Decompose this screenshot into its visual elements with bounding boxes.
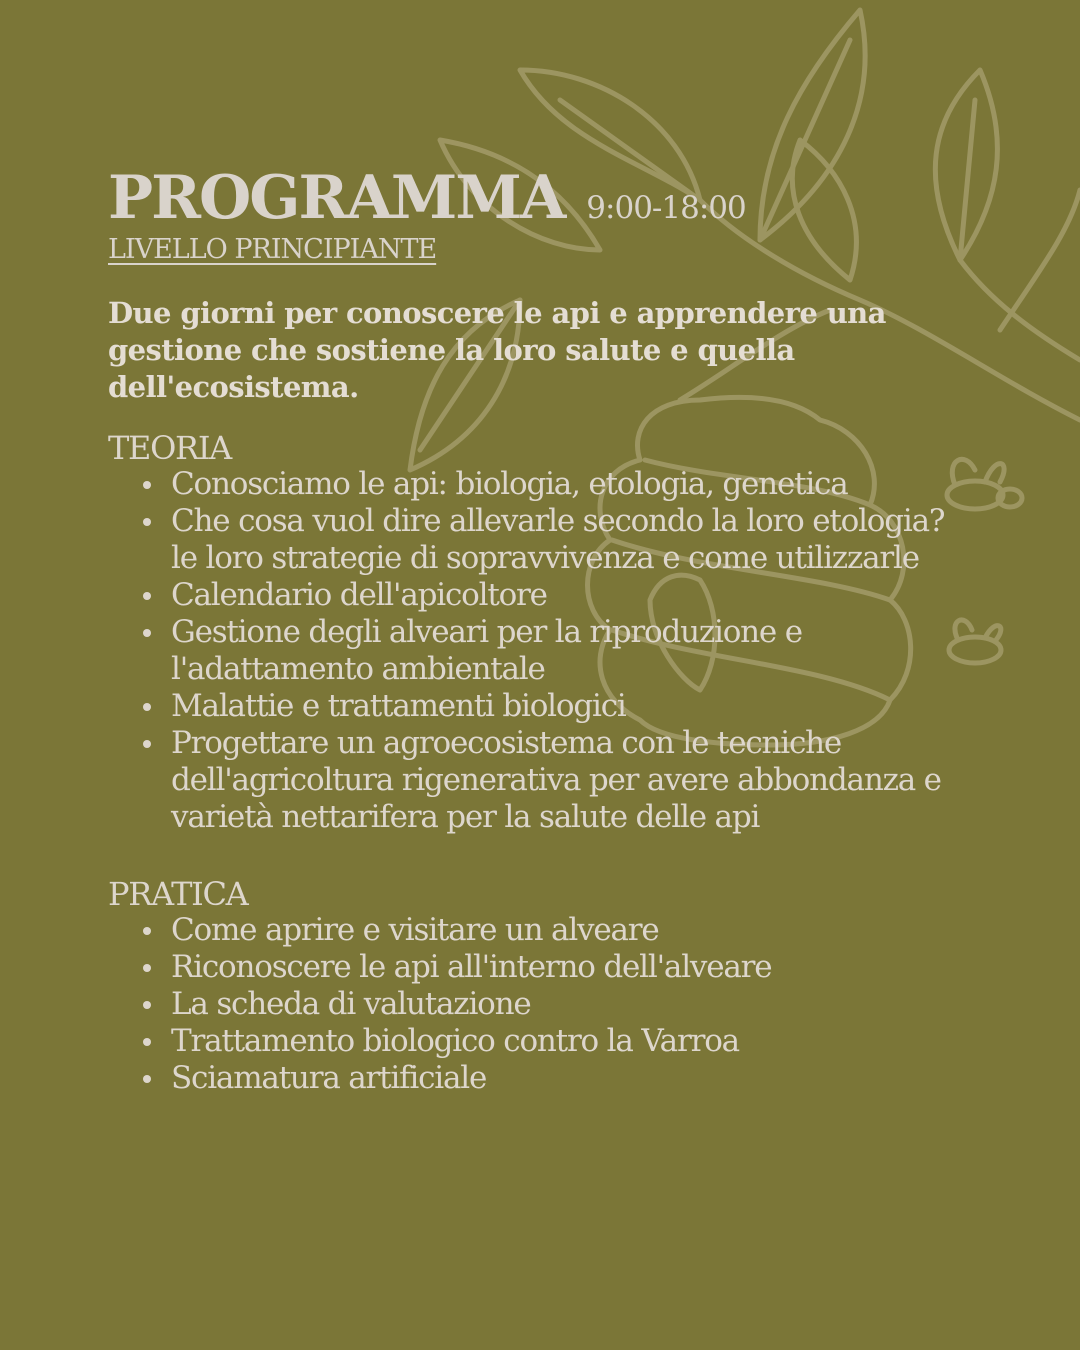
list-item-text: Sciamatura artificiale [171,1060,487,1096]
list-item [171,725,951,836]
list-item-text: Calendario dell'apicoltore [171,577,547,613]
list-item-text: Riconoscere le api all'interno dell'alveare [171,949,772,985]
list-item [171,503,951,577]
list-item [171,577,951,614]
list-item [171,614,951,688]
bullet-icon [143,1038,151,1046]
list-item-text: Trattamento biologico contro la Varroa [171,1023,739,1059]
list-item [171,466,951,503]
section-pratica-label: PRATICA [108,875,248,913]
bullet-icon [143,481,151,489]
pratica-list [108,912,968,1097]
program-content [108,163,968,1097]
header [108,163,968,233]
bullet-icon [143,964,151,972]
bullet-icon [143,592,151,600]
list-item-text: Malattie e trattamenti biologici [171,688,626,724]
level-label: LIVELLO PRINCIPIANTE [108,234,437,265]
bullet-icon [143,518,151,526]
time-range: 9:00-18:00 [586,190,746,226]
bullet-icon [143,1075,151,1083]
list-item-text: Conosciamo le api: biologia, etologia, genetica [171,466,848,502]
list-item [171,949,951,986]
page-title: PROGRAMMA [108,163,565,233]
bullet-icon [143,927,151,935]
list-item [171,1023,951,1060]
bullet-icon [143,703,151,711]
section-teoria-label: TEORIA [108,429,231,467]
bullet-icon [143,740,151,748]
list-item [171,912,951,949]
list-item-text: Come aprire e visitare un alveare [171,912,659,948]
list-item [171,1060,951,1097]
teoria-list [108,466,968,836]
list-item-text: La scheda di valutazione [171,986,531,1022]
bullet-icon [143,629,151,637]
list-item-text: Progettare un agroecosistema con le tecniche dell'agricoltura rigenerativa per avere abbondanza e varietà nettarifera per la salute delle api [171,725,941,835]
bullet-icon [143,1001,151,1009]
list-item-text: Gestione degli alveari per la riproduzione e l'adattamento ambientale [171,614,802,687]
list-item [171,688,951,725]
list-item-text: Che cosa vuol dire allevarle secondo la loro etologia? le loro strategie di sopravvivenza e come utilizzarle [171,503,945,576]
leaf-icon [1000,190,1080,330]
list-item [171,986,951,1023]
intro-text: Due giorni per conoscere le api e apprendere una gestione che sostiene la loro salute e quella dell'ecosistema. [108,296,886,404]
